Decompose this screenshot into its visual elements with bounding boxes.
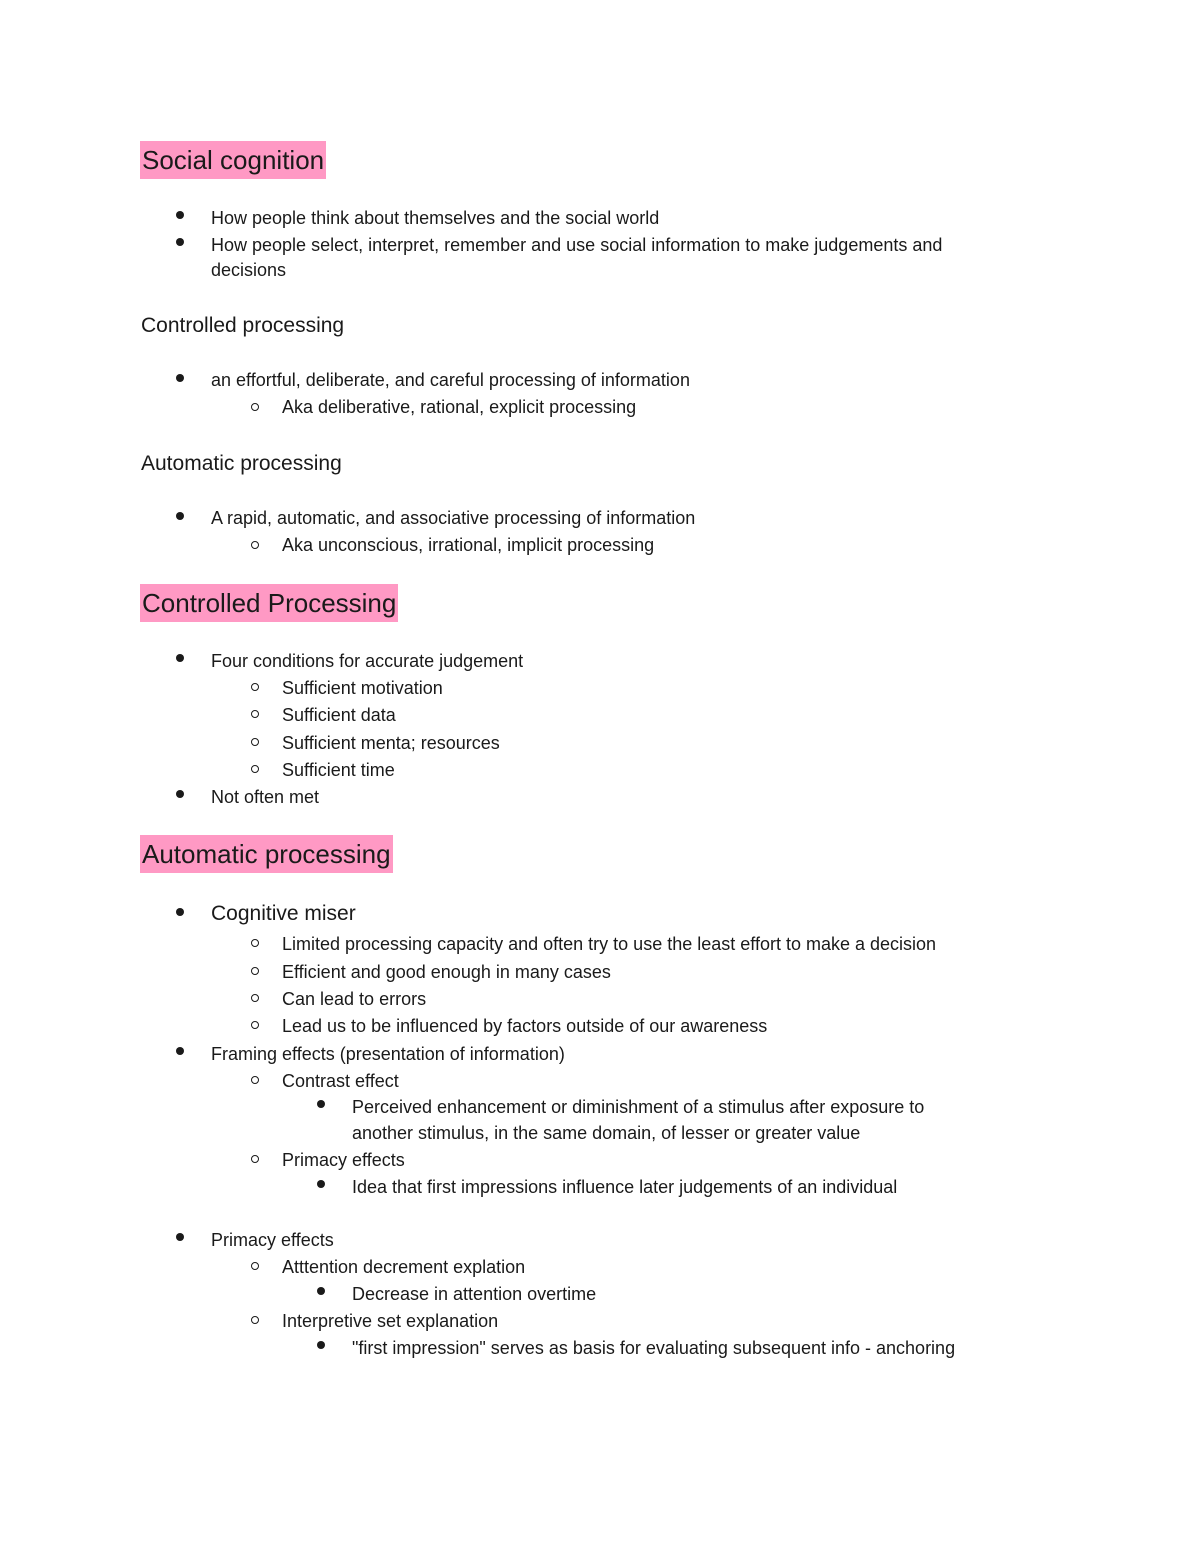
list-item: an effortful, deliberate, and careful processing of information [211,370,690,390]
list-subsubitem: "first impression" serves as basis for evaluating subsequent info - anchoring [352,1338,956,1358]
bullet-circle [251,994,259,1002]
list-subitem: Sufficient data [282,705,396,725]
bullet-circle [251,1021,259,1029]
list-subitem: Lead us to be influenced by factors outside of our awareness [282,1016,768,1036]
bullet-circle [251,738,259,746]
list-subitem: Primacy effects [282,1150,405,1170]
list-subitem: Aka unconscious, irrational, implicit processing [282,535,655,555]
bullet-disc [176,238,184,246]
list-subitem: Sufficient time [282,760,395,780]
heading-automatic-processing: Automatic processing [140,835,393,873]
bullet-circle [251,939,259,947]
bullet-disc [176,1233,184,1241]
list-subitem: Sufficient motivation [282,678,443,698]
list-subsubitem-continuation: another stimulus, in the same domain, of lesser or greater value [352,1123,861,1143]
bullet-circle [251,1316,259,1324]
list-item: How people think about themselves and the social world [211,208,660,228]
bullet-circle [251,541,259,549]
list-subsubitem: Idea that first impressions influence later judgements of an individual [352,1177,898,1197]
bullet-disc [176,790,184,798]
bullet-circle [251,710,259,718]
list-item: Framing effects (presentation of information) [211,1044,565,1064]
heading-controlled-processing: Controlled Processing [140,584,398,622]
bullet-disc [176,374,184,382]
bullet-circle [251,683,259,691]
list-subitem: Contrast effect [282,1071,399,1091]
subheading-controlled-processing: Controlled processing [141,314,345,337]
bullet-disc [317,1180,325,1188]
bullet-circle [251,1076,259,1084]
bullet-disc [176,1047,184,1055]
list-item-cognitive-miser: Cognitive miser [211,902,356,925]
list-subitem: Aka deliberative, rational, explicit processing [282,397,637,417]
list-subitem: Sufficient menta; resources [282,733,500,753]
bullet-circle [251,1155,259,1163]
list-item: How people select, interpret, remember and use social information to make judgements and [211,235,943,255]
list-subitem: Atttention decrement explation [282,1257,526,1277]
bullet-circle [251,967,259,975]
bullet-disc [176,908,184,916]
list-subsubitem: Perceived enhancement or diminishment of a stimulus after exposure to [352,1097,925,1117]
bullet-disc [176,211,184,219]
subheading-automatic-processing: Automatic processing [141,452,342,475]
bullet-circle [251,403,259,411]
bullet-disc [317,1100,325,1108]
list-subsubitem: Decrease in attention overtime [352,1284,597,1304]
list-item: Primacy effects [211,1230,334,1250]
bullet-disc [176,512,184,520]
bullet-circle [251,765,259,773]
list-subitem: Interpretive set explanation [282,1311,499,1331]
list-item: Not often met [211,787,320,807]
list-item-continuation: decisions [211,260,287,280]
bullet-disc [317,1341,325,1349]
bullet-disc [176,654,184,662]
list-item: Four conditions for accurate judgement [211,651,524,671]
bullet-circle [251,1262,259,1270]
heading-social-cognition: Social cognition [140,141,326,179]
list-subitem: Efficient and good enough in many cases [282,962,611,982]
bullet-disc [317,1287,325,1295]
list-subitem: Can lead to errors [282,989,427,1009]
list-subitem: Limited processing capacity and often try to use the least effort to make a decision [282,934,937,954]
list-item: A rapid, automatic, and associative processing of information [211,508,696,528]
